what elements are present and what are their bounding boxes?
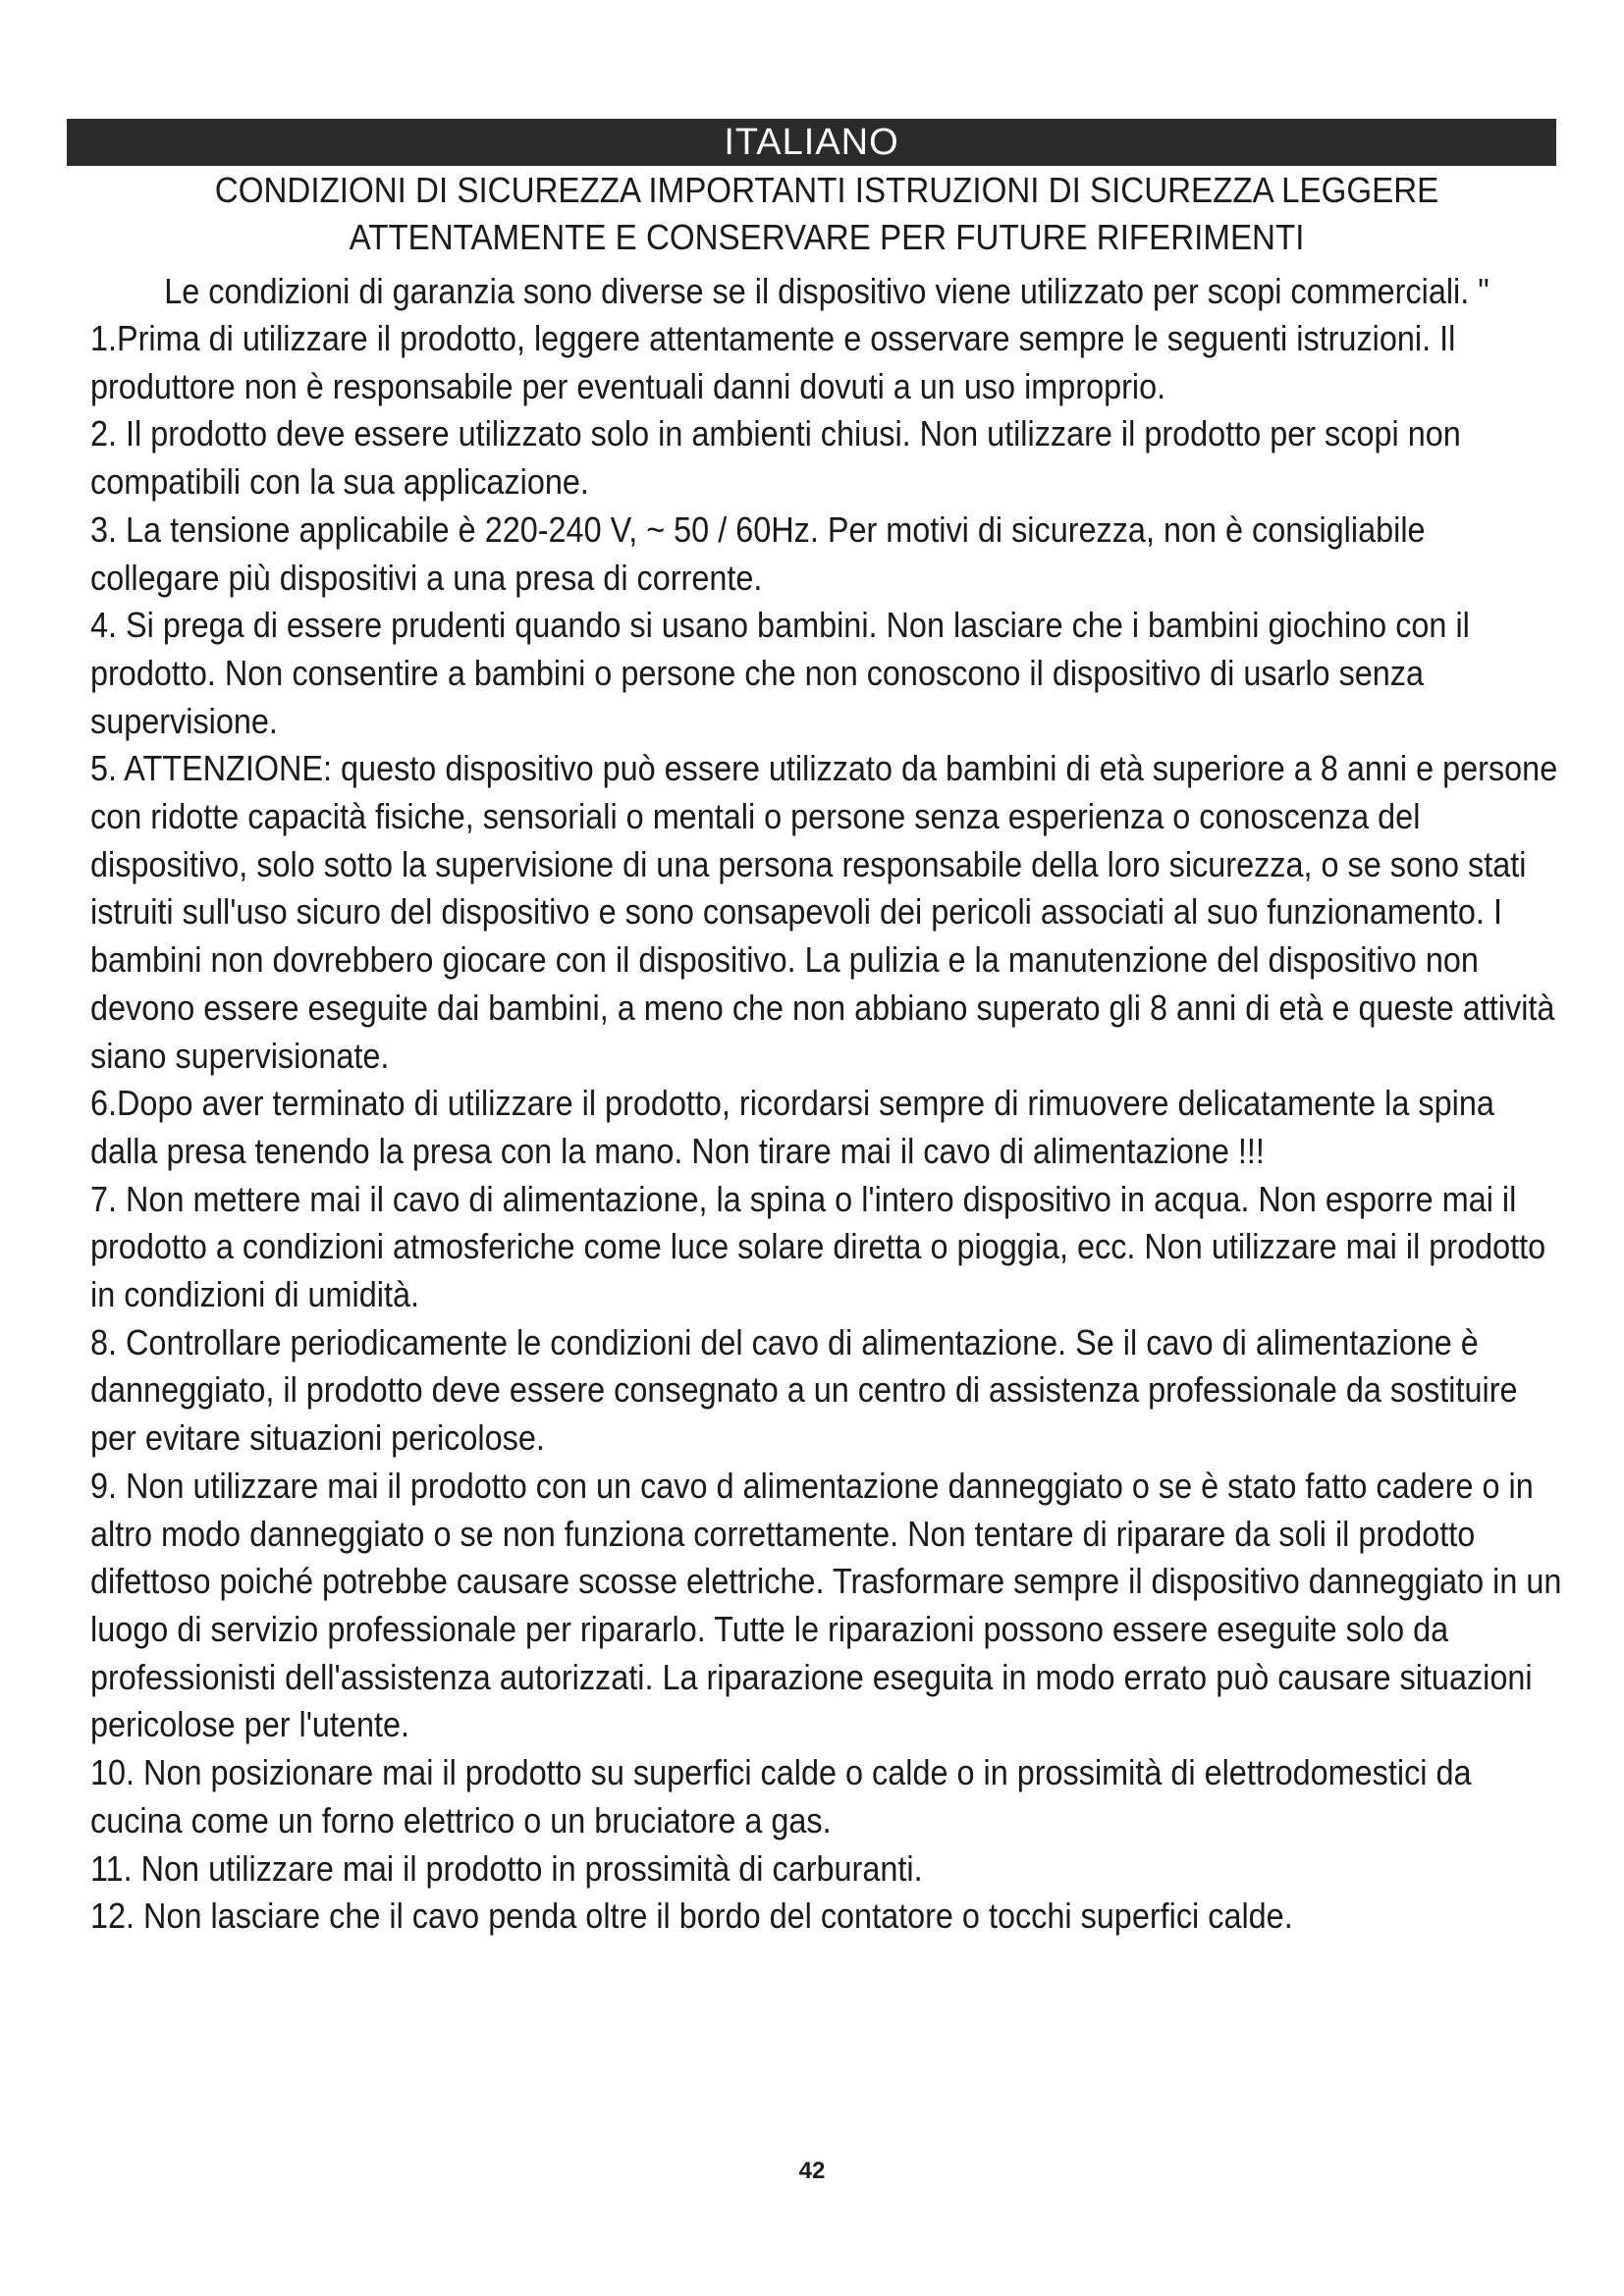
safety-item-11: 11. Non utilizzare mai il prodotto in prossimità di carburanti. (90, 1847, 923, 1889)
language-header-bar: ITALIANO (67, 119, 1556, 166)
safety-item-6: 6.Dopo aver terminato di utilizzare il prodotto, ricordarsi sempre di rimuovere delicatamente la spina dalla presa tenendo la presa con la mano. Non tirare mai il cavo di alimentazione !!! (90, 1083, 1494, 1171)
safety-item-8: 8. Controllare periodicamente le condizioni del cavo di alimentazione. Se il cavo di alimentazione è danneggiato, il prodotto deve essere consegnato a un centro di assistenza professionale da sostituire per evitare situazioni pericolose. (90, 1321, 1518, 1459)
warranty-note: Le condizioni di garanzia sono diverse se il dispositivo viene utilizzato per scopi commerciali. " (164, 271, 1489, 311)
safety-item-7: 7. Non mettere mai il cavo di alimentazione, la spina o l'intero dispositivo in acqua. Non esporre mai il prodotto a condizioni atmosferiche come luce solare diretta o pioggia, ecc. Non utilizzare mai il prodotto in condizioni di umidità. (90, 1178, 1546, 1315)
safety-content (90, 167, 1563, 1941)
safety-item-9: 9. Non utilizzare mai il prodotto con un cavo d alimentazione danneggiato o se è stato fatto cadere o in altro modo danneggiato o se non funziona correttamente. Non tentare di riparare da soli il prodotto difettoso poiché potrebbe causare scosse elettriche. Trasformare sempre il dispositivo danneggiato in un luogo di servizio professionale per ripararlo. Tutte le riparazioni possono essere eseguite solo da professionisti dell'assistenza autorizzati. La riparazione eseguita in modo errato può causare situazioni pericolose per l'utente. (90, 1465, 1562, 1745)
safety-item-12: 12. Non lasciare che il cavo penda oltre il bordo del contatore o tocchi superfici calde. (90, 1896, 1293, 1937)
safety-item-1: 1.Prima di utilizzare il prodotto, leggere attentamente e osservare sempre le seguenti istruzioni. Il produttore non è responsabile per eventuali danni dovuti a un uso improprio. (90, 318, 1456, 406)
page-number: 42 (798, 2158, 826, 2184)
safety-item-4: 4. Si prega di essere prudenti quando si usano bambini. Non lasciare che i bambini giochino con il prodotto. Non consentire a bambini o persone che non conoscono il dispositivo di usarlo senza supervisione. (90, 605, 1470, 741)
safety-item-3: 3. La tensione applicabile è 220-240 V, ~ 50 / 60Hz. Per motivi di sicurezza, non è consigliabile collegare più dispositivi a una presa di corrente. (90, 508, 1426, 598)
safety-item-2: 2. Il prodotto deve essere utilizzato solo in ambienti chiusi. Non utilizzare il prodotto per scopi non compatibili con la sua applicazione. (90, 413, 1461, 503)
safety-heading: CONDIZIONI DI SICUREZZA IMPORTANTI ISTRUZIONI DI SICUREZZA LEGGERE ATTENTAMENTE E CONSERVARE PER FUTURE RIFERIMENTI (214, 170, 1439, 257)
safety-instructions-list (90, 315, 1563, 1941)
safety-item-5: 5. ATTENZIONE: questo dispositivo può essere utilizzato da bambini di età superiore a 8 anni e persone con ridotte capacità fisiche, sensoriali o mentali o persone senza esperienza o conoscenza del dispositivo, solo sotto la supervisione di una persona responsabile della loro sicurezza, o se sono stati istruiti sull'uso sicuro del dispositivo e sono consapevoli dei pericoli associati al suo funzionamento. I bambini non dovrebbero giocare con il dispositivo. La pulizia e la manutenzione del dispositivo non devono essere eseguite dai bambini, a meno che non abbiano superato gli 8 anni di età e queste attività siano supervisionate. (90, 748, 1558, 1076)
safety-item-10: 10. Non posizionare mai il prodotto su superfici calde o calde o in prossimità di elettrodomestici da cucina come un forno elettrico o un bruciatore a gas. (90, 1752, 1472, 1841)
